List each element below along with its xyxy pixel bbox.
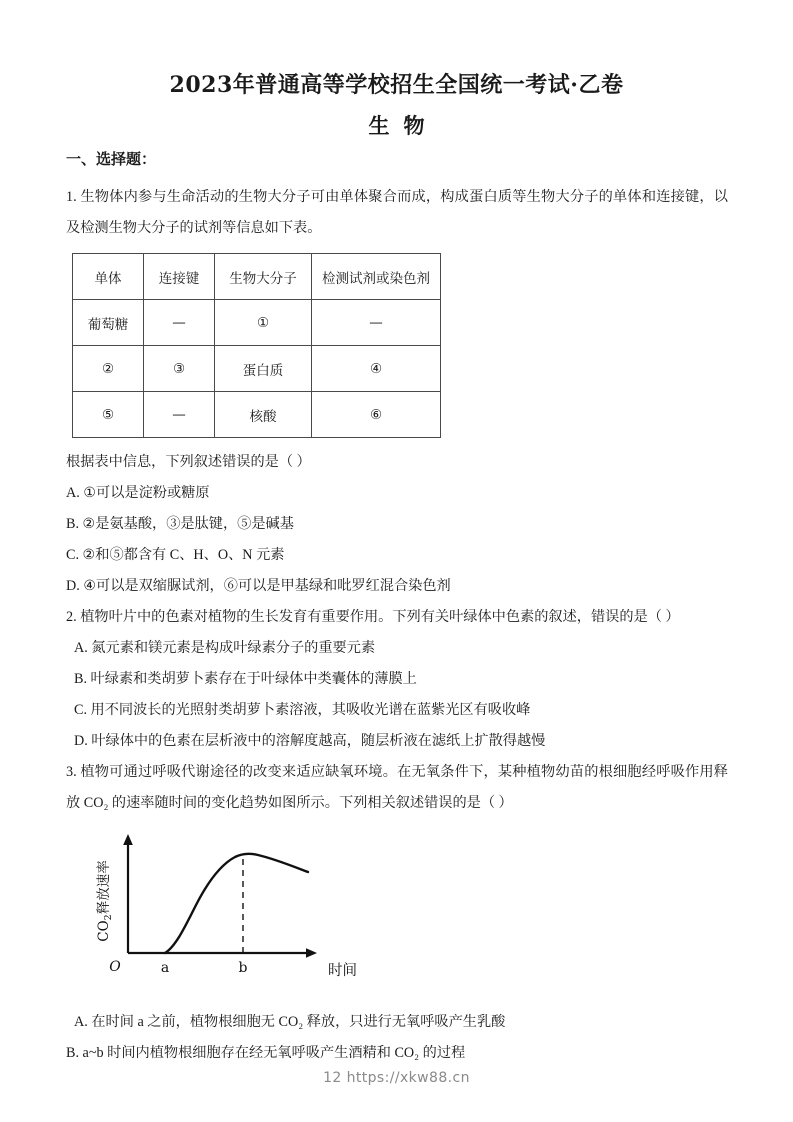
chart-y-axis-label: $CO_2$释放速率 — [96, 860, 114, 942]
question-1-table-wrap — [72, 253, 728, 438]
question-3-option-a: A. 在时间 a 之前，植物根细胞无 CO₂ 释放，只进行无氧呼吸产生乳酸 — [74, 1014, 506, 1030]
co2-release-rate-chart — [80, 829, 420, 1001]
chart-y-axis-arrowhead — [123, 834, 133, 845]
chart-xtick-a: a — [160, 960, 170, 976]
question-2-stem: 2. 植物叶片中的色素对植物的生长发育有重要作用。下列有关叶绿体中色素的叙述，错误的是（ ） — [66, 609, 680, 625]
table-cell: — — [144, 300, 215, 346]
table-cell: — — [312, 300, 441, 346]
table-header-cell: 连接键 — [144, 254, 215, 300]
question-1 — [66, 182, 728, 602]
table-header-cell: 生物大分子 — [215, 254, 312, 300]
document-title: 2023年普通高等学校招生全国统一考试·乙卷 — [169, 72, 624, 98]
table-header-cell: 检测试剂或染色剂 — [312, 254, 441, 300]
table-cell: ④ — [312, 346, 441, 392]
table-cell: ⑤ — [73, 392, 144, 438]
chart-data-curve — [165, 854, 308, 953]
question-1-option-a: A. ①可以是淀粉或糖原 — [66, 485, 210, 501]
chart-x-axis-label: 时间 — [328, 963, 357, 979]
table-header-row — [73, 254, 441, 300]
table-cell: 蛋白质 — [215, 346, 312, 392]
question-2 — [66, 602, 728, 757]
question-1-option-c: C. ②和⑤都含有 C、H、O、N 元素 — [66, 547, 285, 563]
table-row — [73, 392, 441, 438]
content-column — [66, 148, 728, 1069]
table-cell: ③ — [144, 346, 215, 392]
question-2-option-a: A. 氮元素和镁元素是构成叶绿素分子的重要元素 — [74, 640, 376, 656]
page-watermark: 12 https://xkw88.cn — [323, 1070, 470, 1086]
chart-svg — [80, 829, 420, 1001]
question-1-table-caption: 根据表中信息，下列叙述错误的是（ ） — [66, 454, 311, 470]
table-cell: ① — [215, 300, 312, 346]
question-1-option-d: D. ④可以是双缩脲试剂，⑥可以是甲基绿和吡罗红混合染色剂 — [66, 578, 451, 594]
table-header-cell: 单体 — [73, 254, 144, 300]
question-3 — [66, 757, 728, 1069]
question-2-option-b: B. 叶绿素和类胡萝卜素存在于叶绿体中类囊体的薄膜上 — [74, 671, 417, 687]
question-2-option-c: C. 用不同波长的光照射类胡萝卜素溶液，其吸收光谱在蓝紫光区有吸收峰 — [74, 702, 531, 718]
chart-origin-label: O — [109, 959, 121, 975]
document-subject: 生物 — [368, 113, 439, 138]
question-2-option-d: D. 叶绿体中的色素在层析液中的溶解度越高，随层析液在滤纸上扩散得越慢 — [74, 733, 546, 749]
table-cell: 核酸 — [215, 392, 312, 438]
question-3-stem: 3. 植物可通过呼吸代谢途径的改变来适应缺氧环境。在无氧条件下，某种植物幼苗的根细胞经呼吸作用释放 CO₂ 的速率随时间的变化趋势如图所示。下列相关叙述错误的是（ ） — [66, 764, 728, 811]
table-row — [73, 346, 441, 392]
question-1-stem: 1. 生物体内参与生命活动的生物大分子可由单体聚合而成，构成蛋白质等生物大分子的单体和连接键，以及检测生物大分子的试剂等信息如下表。 — [66, 189, 728, 236]
section-heading: 一、选择题： — [66, 150, 157, 168]
biomolecule-table — [72, 253, 441, 438]
chart-xtick-b: b — [238, 960, 248, 976]
table-cell: ② — [73, 346, 144, 392]
chart-x-axis-arrowhead — [306, 948, 317, 958]
question-3-option-b: B. a~b 时间内植物根细胞存在经无氧呼吸产生酒精和 CO₂ 的过程 — [66, 1045, 466, 1061]
table-cell: 葡萄糖 — [73, 300, 144, 346]
table-row — [73, 300, 441, 346]
question-1-option-b: B. ②是氨基酸，③是肽键，⑤是碱基 — [66, 516, 294, 532]
table-cell: — — [144, 392, 215, 438]
table-cell: ⑥ — [312, 392, 441, 438]
